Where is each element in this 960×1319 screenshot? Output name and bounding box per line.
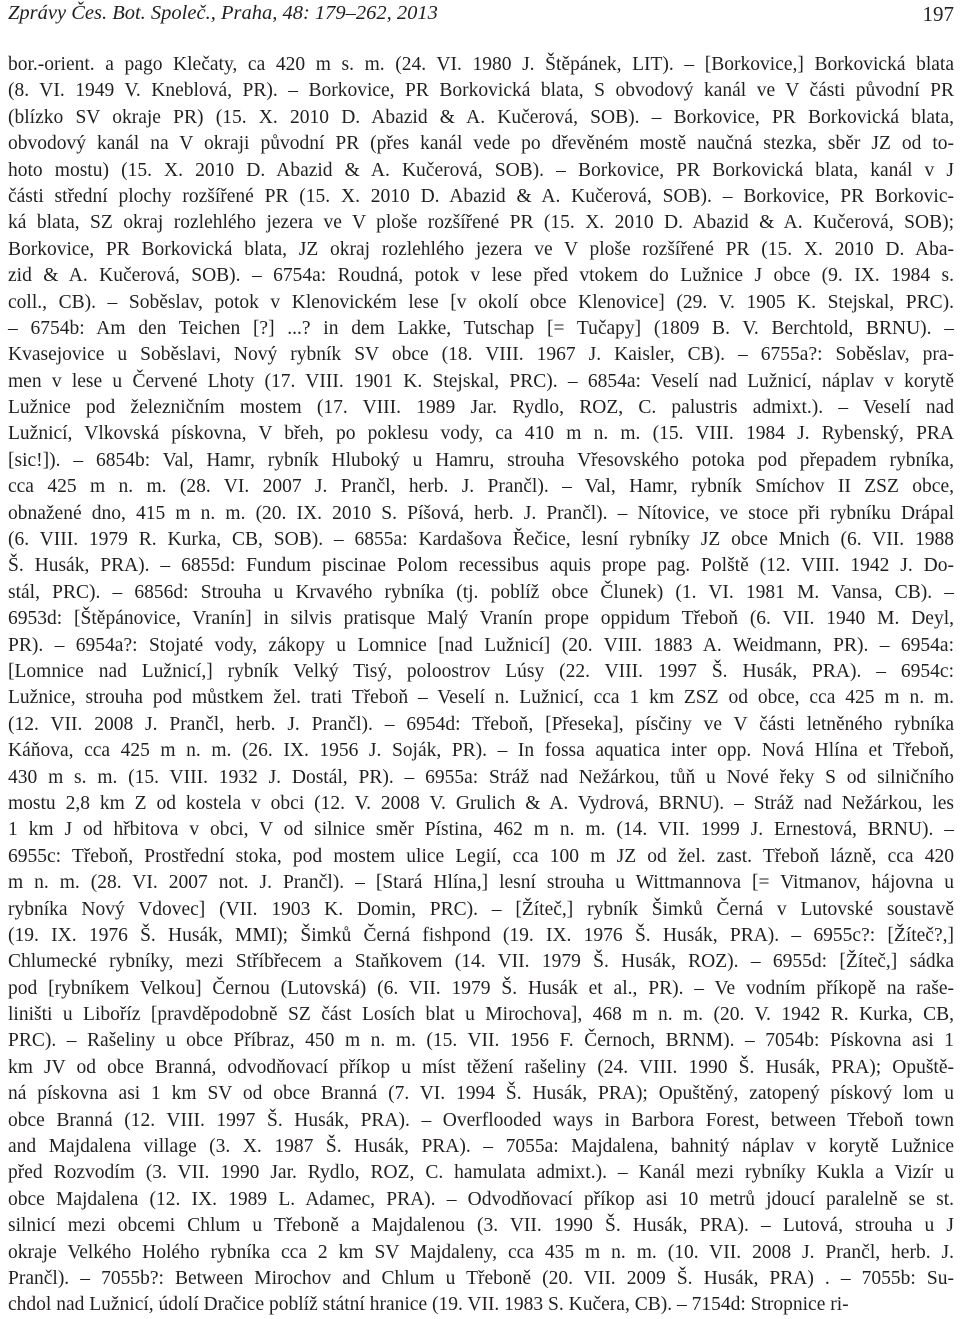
text-line: silnicí mezi obcemi Chlum u Třeboně a Majdalenou (3. VII. 1990 Š. Husák, PRA). – Lutová, strouha u J [8, 1215, 954, 1237]
text-line: Káňova, cca 425 m n. m. (26. IX. 1956 J. Soják, PR). – In fossa aquatica inter opp. Nová Hlína et Třeboň, [8, 740, 954, 762]
text-line: rybníka Nový Vdovec] (VII. 1903 K. Domin, PRC). – [Žíteč,] rybník Šimků Černá v Lutovské soustavě [8, 898, 954, 920]
text-line: obce Majdalena (12. IX. 1989 L. Adamec, PRA). – Odvodňovací příkop asi 10 metrů jdoucí paralelně se st. [8, 1188, 954, 1210]
text-line: – 6754b: Am den Teichen [?] ...? in dem Lakke, Tutschap [= Tučapy] (1809 B. V. Berchtold, BRNU). – [8, 317, 954, 339]
text-line: pod [rybníkem Velkou] Černou (Lutovská) (6. VII. 1979 Š. Husák et al., PR). – Ve vodním příkopě na raše- [8, 977, 954, 999]
text-line: okraje Velkého Holého rybníka cca 2 km SV Majdaleny, cca 435 m n. m. (10. VII. 2008 J. Prančl, herb. J. [8, 1241, 954, 1263]
text-line: Lužnice, strouha pod můstkem žel. trati Třeboň – Veselí n. Lužnicí, cca 1 km ZSZ od obce, cca 425 m n. m. [8, 687, 954, 709]
running-header [8, 2, 954, 28]
text-line: PRC). – Rašeliny u obce Příbraz, 450 m n. m. (15. VII. 1956 F. Černoch, BRNM). – 7054b: Pískovna asi 1 [8, 1030, 954, 1052]
text-line: hoto mostu) (15. X. 2010 D. Abazid & A. Kučerová, SOB). – Borkovice, PR Borkovická blata, kanál v J [8, 159, 954, 181]
text-line: liništi u Liboříz [pravděpodobně SZ část Losích blat u Mirochova], 468 m n. m. (20. V. 1942 R. Kurka, CB, [8, 1004, 954, 1026]
text-line: Š. Husák, PRA). – 6855d: Fundum piscinae Polom recessibus aquis prope pag. Polště (12. VIII. 1942 J. Do- [8, 555, 954, 577]
text-line: před Rozvodím (3. VII. 1990 Jar. Rydlo, ROZ, C. hamulata admixt.). – Kanál mezi rybníky Kukla a Vizír u [8, 1162, 954, 1184]
text-line: [Lomnice nad Lužnicí,] rybník Velký Tisý, poloostrov Lúsy (22. VIII. 1997 Š. Husák, PRA). – 6954c: [8, 660, 954, 682]
text-line: obvodový kanál na V okraji původní PR (přes kanál vede po dřevěném mostě naučná stezka, sběr JZ od to- [8, 133, 954, 155]
text-line: m n. m. (28. VI. 2007 not. J. Prančl). – [Stará Hlína,] lesní strouha u Wittmannova [= Vitmanov, hájovna u [8, 872, 954, 894]
text-line: (blízko SV okraje PR) (15. X. 2010 D. Abazid & A. Kučerová, SOB). – Borkovice, PR Borkovická blata, [8, 106, 954, 128]
text-line: (8. VI. 1949 V. Kneblová, PR). – Borkovice, PR Borkovická blata, S obvodový kanál ve V části původní PR [8, 80, 954, 102]
text-line: obce Branná (12. VIII. 1997 Š. Husák, PRA). – Overflooded ways in Barbora Forest, between Třeboň town [8, 1109, 954, 1131]
text-line: části střední plochy rozšířené PR (15. X. 2010 D. Abazid & A. Kučerová, SOB). – Borkovice, PR Borkovic- [8, 185, 954, 207]
text-line: PR). – 6954a?: Stojaté vody, zákopy u Lomnice [nad Lužnicí] (20. VIII. 1883 A. Weidmann, PR). – 6954a: [8, 634, 954, 656]
text-line: mostu 2,8 km Z od kostela v obci (12. V. 2008 V. Grulich & A. Vydrová, BRNU). – Stráž nad Nežárkou, les [8, 792, 954, 814]
text-line: cca 425 m n. m. (28. VI. 2007 J. Prančl, herb. J. Prančl). – Val, Hamr, rybník Smíchov II ZSZ obce, [8, 476, 954, 498]
text-line: Chlumecké rybníky, mezi Stříbřecem a Staňkovem (14. VII. 1979 Š. Husák, ROZ). – 6955d: [Žíteč,] sádka [8, 951, 954, 973]
text-line: Lužnice pod železničním mostem (17. VIII. 1989 Jar. Rydlo, ROZ, C. palustris admixt.). – Veselí nad [8, 397, 954, 419]
text-line: zid & A. Kučerová, SOB). – 6754a: Roudná, potok v lese před vtokem do Lužnice J obce (9. IX. 1984 s. [8, 265, 954, 287]
text-line: ná pískovna asi 1 km SV od obce Branná (7. VI. 1994 Š. Husák, PRA); Opuštěný, zatopený pískový lom u [8, 1083, 954, 1105]
page-number: 197 [922, 2, 954, 26]
text-line: Borkovice, PR Borkovická blata, JZ okraj rozlehlého jezera ve V ploše rozšířené PR (15. X. 2010 D. Aba- [8, 238, 954, 260]
text-line: Prančl). – 7055b?: Between Mirochov and Chlum u Třeboně (20. VII. 2009 Š. Husák, PRA) . – 7055b: Su- [8, 1267, 954, 1289]
text-line: (19. IX. 1976 Š. Husák, MMI); Šimků Černá fishpond (19. IX. 1976 Š. Husák, PRA). – 6955c?: [Žíteč?,] [8, 924, 954, 946]
text-line: ká blata, SZ okraj rozlehlého jezera ve V ploše rozšířené PR (15. X. 2010 D. Abazid & A. Kučerová, SOB); [8, 212, 954, 234]
text-line: 6953d: [Štěpánovice, Vranín] in silvis pratisque Malý Vranín prope oppidum Třeboň (6. VII. 1940 M. Deyl, [8, 608, 954, 630]
text-line: 430 m s. m. (15. VIII. 1932 J. Dostál, PR). – 6955a: Stráž nad Nežárkou, tůň u Nové řeky S od silničního [8, 766, 954, 788]
text-line: men v lese u Červené Lhoty (17. VIII. 1901 K. Stejskal, PRC). – 6854a: Veselí nad Lužnicí, náplav v korytě [8, 370, 954, 392]
text-line: chdol nad Lužnicí, údolí Dračice poblíž státní hranice (19. VII. 1983 S. Kučera, CB). – 7154d: Stropnice ri- [8, 1294, 849, 1316]
text-line: (6. VIII. 1979 R. Kurka, CB, SOB). – 6855a: Kardašova Řečice, lesní rybníky JZ obce Mnich (6. VII. 1988 [8, 529, 954, 551]
text-line: Lužnicí, Vlkovská pískovna, V břeh, po poklesu vody, ca 410 m n. m. (15. VIII. 1984 J. Rybenský, PRA [8, 423, 954, 445]
body-text [8, 52, 954, 1319]
text-line: km JV od obce Branná, odvodňovací příkop u míst těžení rašeliny (24. VIII. 1990 Š. Husák, PRA); Opuště- [8, 1056, 954, 1078]
text-line: [sic!]). – 6854b: Val, Hamr, rybník Hluboký u Hamru, strouha Vřesovského potoka pod přepadem rybníka, [8, 449, 954, 471]
text-line: (12. VII. 2008 J. Prančl, herb. J. Prančl). – 6954d: Třeboň, [Přeseka], písčiny ve V části letněného rybníka [8, 713, 954, 735]
text-line: stál, PRC). – 6856d: Strouha u Krvavého rybníka (tj. poblíž obce Člunek) (1. VI. 1981 M. Vansa, CB). – [8, 581, 954, 603]
text-line: bor.-orient. a pago Klečaty, ca 420 m s. m. (24. VI. 1980 J. Štěpánek, LIT). – [Borkovice,] Borkovická blata [8, 54, 954, 75]
text-line: obnažené dno, 415 m n. m. (20. IX. 2010 S. Píšová, herb. J. Prančl). – Nítovice, ve stoce při rybníku Drápal [8, 502, 954, 524]
journal-citation: Zprávy Čes. Bot. Společ., Praha, 48: 179–262, 2013 [8, 2, 438, 24]
text-line: 6955c: Třeboň, Prostřední stoka, pod mostem ulice Legií, cca 100 m JZ od žel. zast. Třeboň lázně, cca 420 [8, 845, 954, 867]
text-line: coll., CB). – Soběslav, potok v Klenovickém lese [v okolí obce Klenovice] (29. V. 1905 K. Stejskal, PRC). [8, 291, 954, 313]
text-line: and Majdalena village (3. X. 1987 Š. Husák, PRA). – 7055a: Majdalena, bahnitý náplav v korytě Lužnice [8, 1136, 954, 1158]
text-line: Kvasejovice u Soběslavi, Nový rybník SV obce (18. VIII. 1967 J. Kaisler, CB). – 6755a?: Soběslav, pra- [8, 344, 954, 366]
text-line: 1 km J od hřbitova v obci, V od silnice směr Pístina, 462 m n. m. (14. VII. 1999 J. Ernestová, BRNU). – [8, 819, 954, 841]
